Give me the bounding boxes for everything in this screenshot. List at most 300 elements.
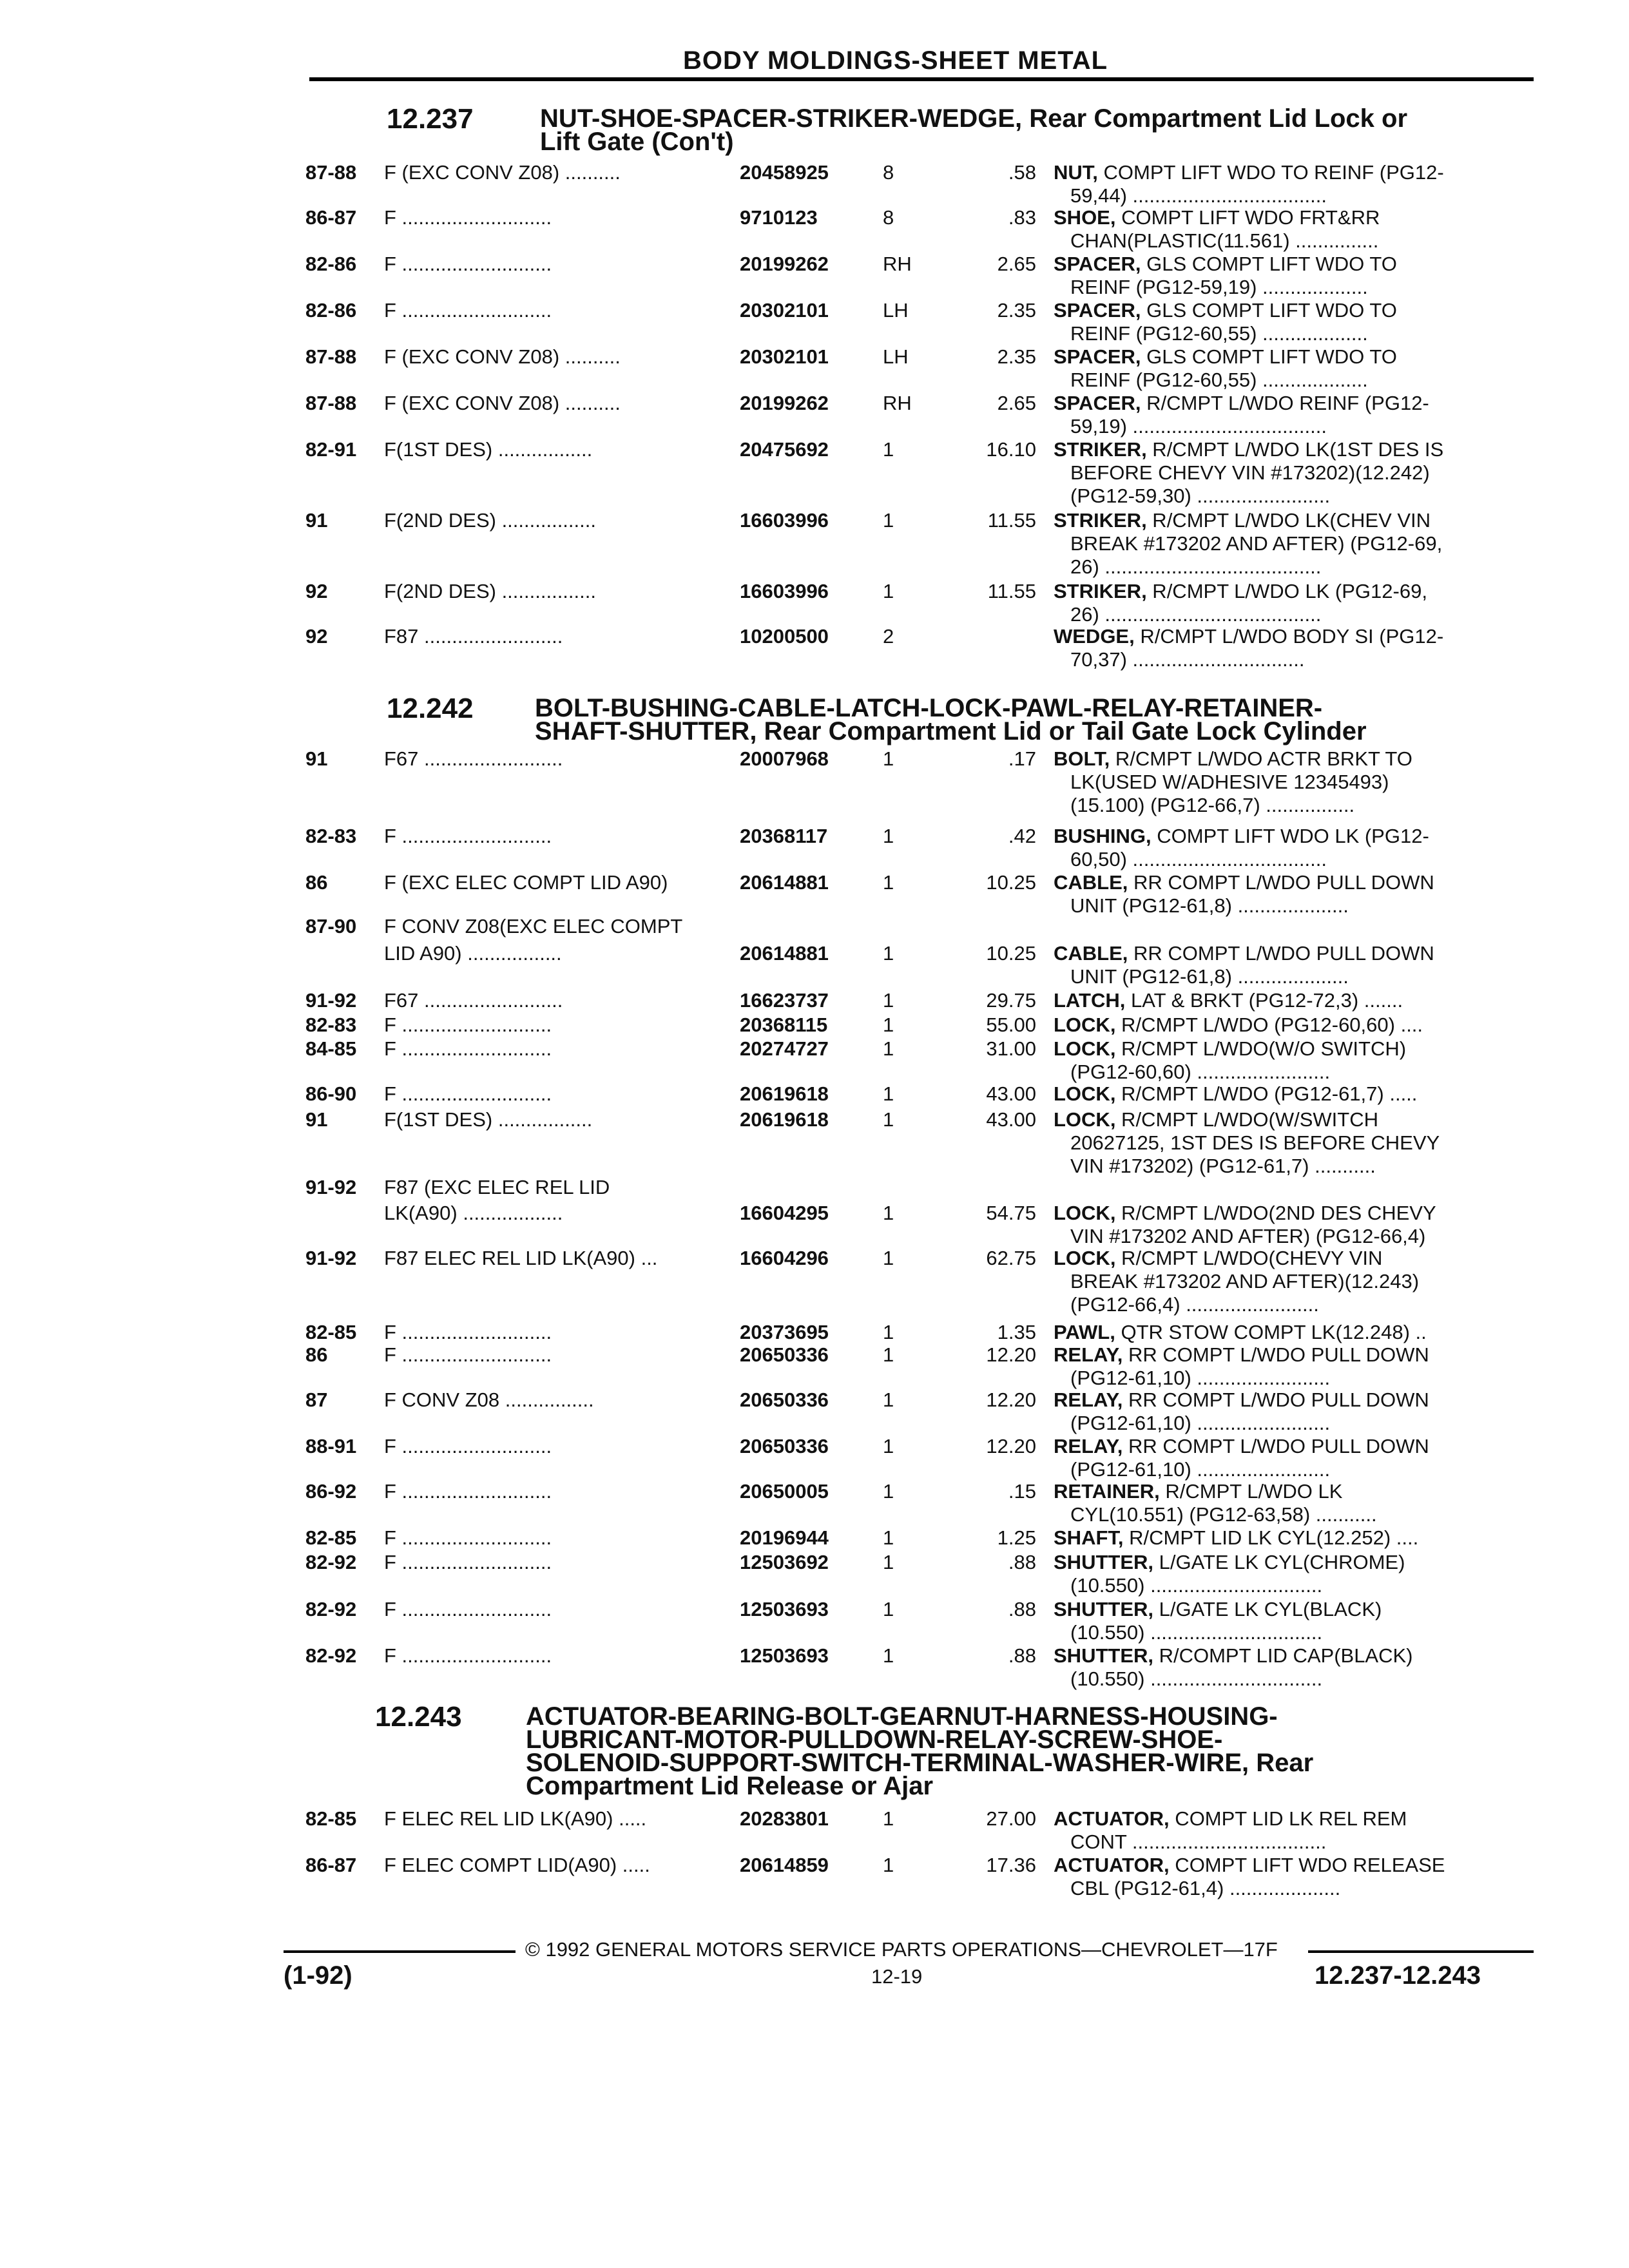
- quantity: 1: [883, 1343, 894, 1366]
- part-description: [1054, 1598, 1382, 1644]
- price: 11.55: [987, 580, 1036, 602]
- part-name: LOCK,: [1054, 1108, 1116, 1131]
- model-code: F ...........................: [384, 1014, 552, 1036]
- part-description: [1054, 1389, 1429, 1435]
- model-years: 86-87: [305, 206, 357, 229]
- section-number: 12.237: [387, 103, 474, 135]
- quantity: 1: [883, 1807, 894, 1830]
- quantity: 1: [883, 942, 894, 965]
- description-text: QTR STOW COMPT LK(12.248) ..: [1115, 1321, 1427, 1343]
- model-years: 86: [305, 871, 328, 894]
- part-name: RELAY,: [1054, 1343, 1123, 1366]
- price: .83: [1008, 206, 1036, 229]
- model-years: 92: [305, 580, 328, 602]
- quantity: 1: [883, 509, 894, 532]
- description-line: [1054, 942, 1434, 965]
- description-text: GLS COMPT LIFT WDO TO: [1141, 299, 1397, 322]
- description-text: CONT ...................................: [1070, 1831, 1327, 1853]
- description-line: [1054, 1108, 1440, 1131]
- description-text: UNIT (PG12-61,8) ....................: [1070, 894, 1349, 917]
- description-text: R/CMPT L/WDO(W/O SWITCH): [1115, 1037, 1407, 1060]
- part-number: 12503693: [740, 1598, 829, 1620]
- price: 1.25: [997, 1526, 1036, 1549]
- description-text: (10.550) ...............................: [1070, 1621, 1323, 1644]
- model-years: 91: [305, 509, 328, 532]
- quantity: 1: [883, 1247, 894, 1269]
- part-description: [1054, 1202, 1436, 1248]
- part-name: LOCK,: [1054, 1037, 1116, 1060]
- price: 29.75: [986, 989, 1036, 1012]
- description-line: [1054, 299, 1397, 322]
- price: 11.55: [987, 509, 1036, 532]
- description-line: [1054, 1621, 1382, 1644]
- model-code: F ...........................: [384, 1644, 552, 1667]
- part-number: 9710123: [740, 206, 818, 229]
- description-line: [1054, 1667, 1413, 1691]
- quantity: 1: [883, 1202, 894, 1224]
- price: .17: [1008, 747, 1036, 770]
- description-line: [1054, 1131, 1440, 1155]
- quantity: 1: [883, 825, 894, 847]
- price: 2.65: [997, 253, 1036, 275]
- description-line: [1054, 965, 1434, 988]
- part-description: [1054, 1480, 1377, 1526]
- model-code: F ...........................: [384, 1037, 552, 1060]
- price: 10.25: [986, 871, 1036, 894]
- part-number: 20614859: [740, 1854, 829, 1876]
- description-line: [1054, 369, 1397, 392]
- part-description: [1054, 580, 1427, 626]
- quantity: 8: [883, 206, 894, 229]
- description-text: R/COMPT LID CAP(BLACK): [1153, 1644, 1413, 1667]
- description-line: [1054, 989, 1403, 1012]
- part-number: 20368115: [740, 1014, 828, 1036]
- model-code: F ...........................: [384, 253, 552, 275]
- part-name: LOCK,: [1054, 1082, 1116, 1105]
- description-line: [1054, 1458, 1429, 1481]
- part-description: [1054, 1644, 1413, 1691]
- description-text: R/CMPT L/WDO (PG12-61,7) .....: [1115, 1082, 1418, 1105]
- price: 16.10: [986, 438, 1036, 461]
- price: 27.00: [986, 1807, 1036, 1830]
- description-line: [1054, 1574, 1405, 1597]
- quantity: 1: [883, 1435, 894, 1457]
- part-description: [1054, 299, 1397, 345]
- description-line: [1054, 1389, 1429, 1412]
- description-text: R/CMPT L/WDO(CHEVY VIN: [1115, 1247, 1383, 1269]
- price: 12.20: [986, 1389, 1036, 1411]
- description-text: (PG12-60,60) ........................: [1070, 1061, 1331, 1083]
- description-text: R/CMPT L/WDO ACTR BRKT TO: [1110, 747, 1412, 770]
- description-line: [1054, 1854, 1445, 1877]
- description-line: [1054, 1367, 1429, 1390]
- description-text: (PG12-61,10) ........................: [1070, 1412, 1331, 1434]
- part-number: 20614881: [740, 871, 829, 894]
- model-years: 87-88: [305, 161, 357, 184]
- part-number: 20199262: [740, 253, 829, 275]
- footer-rule-left: [284, 1950, 516, 1953]
- part-name: STRIKER,: [1054, 509, 1147, 532]
- description-line: [1054, 345, 1397, 369]
- model-code: F(2ND DES) .................: [384, 580, 596, 602]
- part-number: 20619618: [740, 1082, 829, 1105]
- part-description: [1054, 1108, 1440, 1178]
- part-description: [1054, 1526, 1418, 1550]
- model-years: 86-92: [305, 1480, 357, 1503]
- quantity: 1: [883, 1321, 894, 1343]
- part-name: LOCK,: [1054, 1247, 1116, 1269]
- description-text: COMPT LIFT WDO RELEASE: [1169, 1854, 1445, 1876]
- part-description: [1054, 942, 1434, 988]
- model-years: 86: [305, 1343, 328, 1366]
- part-description: [1054, 1435, 1429, 1481]
- price: 2.35: [997, 345, 1036, 368]
- description-text: GLS COMPT LIFT WDO TO: [1141, 345, 1397, 368]
- description-line: [1054, 1061, 1406, 1084]
- description-text: R/CMPT L/WDO (PG12-60,60) ....: [1115, 1014, 1423, 1036]
- description-text: REINF (PG12-60,55) ...................: [1070, 322, 1368, 345]
- description-text: R/CMPT L/WDO REINF (PG12-: [1141, 392, 1429, 414]
- description-line: [1054, 1270, 1419, 1293]
- model-code: F ELEC COMPT LID(A90) .....: [384, 1854, 650, 1876]
- model-code: F ...........................: [384, 825, 552, 847]
- quantity: 1: [883, 1854, 894, 1876]
- part-description: [1054, 1247, 1419, 1316]
- model-years: 91-92: [305, 989, 357, 1012]
- part-name: SPACER,: [1054, 299, 1141, 322]
- section-title: [526, 1702, 1314, 1800]
- description-text: COMPT LID LK REL REM: [1169, 1807, 1407, 1830]
- part-description: [1054, 1321, 1427, 1344]
- description-text: BEFORE CHEVY VIN #173202)(12.242): [1070, 461, 1430, 484]
- model-code: F ...........................: [384, 1526, 552, 1549]
- part-name: LOCK,: [1054, 1014, 1116, 1036]
- header-rule: [309, 77, 1534, 81]
- model-years: 82-92: [305, 1598, 357, 1620]
- description-line: [1054, 461, 1443, 485]
- part-description: [1054, 825, 1429, 871]
- model-code: LK(A90) ..................: [384, 1202, 563, 1224]
- description-text: UNIT (PG12-61,8) ....................: [1070, 965, 1349, 988]
- part-number: 20650005: [740, 1480, 829, 1503]
- model-years: 82-92: [305, 1644, 357, 1667]
- description-text: COMPT LIFT WDO LK (PG12-: [1151, 825, 1429, 847]
- part-description: [1054, 253, 1397, 299]
- part-description: [1054, 438, 1443, 508]
- quantity: 1: [883, 438, 894, 461]
- model-code: F CONV Z08 ................: [384, 1389, 594, 1411]
- description-line: [1054, 392, 1429, 415]
- description-line: [1054, 1526, 1418, 1550]
- description-text: RR COMPT L/WDO PULL DOWN: [1128, 942, 1434, 965]
- description-line: [1054, 509, 1442, 532]
- model-years: 86-90: [305, 1082, 357, 1105]
- part-name: NUT,: [1054, 161, 1098, 184]
- part-number: 20302101: [740, 299, 829, 322]
- price: 43.00: [986, 1108, 1036, 1131]
- part-name: LOCK,: [1054, 1202, 1116, 1224]
- description-line: [1054, 1412, 1429, 1435]
- description-text: COMPT LIFT WDO TO REINF (PG12-: [1097, 161, 1444, 184]
- model-code: F ...........................: [384, 1082, 552, 1105]
- model-years: 82-83: [305, 1014, 357, 1036]
- description-text: (10.550) ...............................: [1070, 1574, 1323, 1597]
- description-line: [1054, 825, 1429, 848]
- description-text: RR COMPT L/WDO PULL DOWN: [1123, 1343, 1429, 1366]
- model-code: F ...........................: [384, 299, 552, 322]
- model-code: F ...........................: [384, 1551, 552, 1573]
- description-line: [1054, 276, 1397, 299]
- part-description: [1054, 747, 1412, 817]
- model-code: F (EXC CONV Z08) ..........: [384, 161, 621, 184]
- description-text: 70,37) ...............................: [1070, 648, 1305, 671]
- part-name: SPACER,: [1054, 253, 1141, 275]
- part-number: 20650336: [740, 1389, 829, 1411]
- quantity: 1: [883, 1598, 894, 1620]
- quantity: 1: [883, 747, 894, 770]
- quantity: 8: [883, 161, 894, 184]
- description-text: RR COMPT L/WDO PULL DOWN: [1123, 1435, 1429, 1457]
- model-years: 87: [305, 1389, 328, 1411]
- description-line: [1054, 1480, 1377, 1503]
- model-code: F67 .........................: [384, 989, 563, 1012]
- part-name: BOLT,: [1054, 747, 1110, 770]
- description-line: [1054, 1503, 1377, 1526]
- model-code: F ...........................: [384, 1321, 552, 1343]
- model-years: 82-91: [305, 438, 357, 461]
- description-text: 59,19) ...................................: [1070, 415, 1327, 437]
- description-line: [1054, 184, 1444, 207]
- description-line: [1054, 555, 1442, 579]
- quantity: 1: [883, 989, 894, 1012]
- model-years: 92: [305, 625, 328, 648]
- part-number: 20196944: [740, 1526, 829, 1549]
- model-code: F ...........................: [384, 1598, 552, 1620]
- model-years: 82-85: [305, 1807, 357, 1830]
- section-title-line: SHAFT-SHUTTER, Rear Compartment Lid or Tail Gate Lock Cylinder: [535, 717, 1367, 745]
- description-text: 26) .......................................: [1070, 603, 1322, 626]
- part-number: 20373695: [740, 1321, 829, 1343]
- quantity: LH: [883, 345, 909, 368]
- description-text: L/GATE LK CYL(BLACK): [1153, 1598, 1382, 1620]
- section-title-line: SOLENOID-SUPPORT-SWITCH-TERMINAL-WASHER-WIRE, Rear: [526, 1749, 1314, 1777]
- part-name: ACTUATOR,: [1054, 1854, 1170, 1876]
- description-line: [1054, 229, 1380, 253]
- model-code: F ...........................: [384, 1480, 552, 1503]
- price: .88: [1008, 1598, 1036, 1620]
- part-number: 20274727: [740, 1037, 829, 1060]
- footer-date: (1-92): [284, 1961, 352, 1990]
- description-text: 20627125, 1ST DES IS BEFORE CHEVY: [1070, 1131, 1440, 1154]
- part-name: CABLE,: [1054, 871, 1128, 894]
- model-code: F ELEC REL LID LK(A90) .....: [384, 1807, 647, 1830]
- description-text: L/GATE LK CYL(CHROME): [1153, 1551, 1405, 1573]
- part-number: 20368117: [740, 825, 828, 847]
- part-name: STRIKER,: [1054, 438, 1147, 461]
- description-line: [1054, 580, 1427, 603]
- part-name: CABLE,: [1054, 942, 1128, 965]
- model-years: 87-88: [305, 345, 357, 368]
- part-number: 20007968: [740, 747, 829, 770]
- part-number: 20475692: [740, 438, 829, 461]
- description-text: BREAK #173202 AND AFTER) (PG12-69,: [1070, 532, 1443, 555]
- part-number: 20199262: [740, 392, 829, 414]
- price: 43.00: [986, 1082, 1036, 1105]
- description-line: [1054, 871, 1434, 894]
- quantity: RH: [883, 392, 912, 414]
- description-text: R/CMPT LID LK CYL(12.252) ....: [1123, 1526, 1419, 1549]
- part-name: RELAY,: [1054, 1389, 1123, 1411]
- description-text: R/CMPT L/WDO BODY SI (PG12-: [1134, 625, 1444, 648]
- description-line: [1054, 794, 1412, 817]
- model-code: F CONV Z08(EXC ELEC COMPT: [384, 915, 683, 937]
- description-text: (PG12-59,30) ........................: [1070, 485, 1331, 507]
- description-line: [1054, 253, 1397, 276]
- description-line: [1054, 1807, 1407, 1831]
- quantity: 1: [883, 1480, 894, 1503]
- description-text: (15.100) (PG12-66,7) ................: [1070, 794, 1355, 816]
- description-text: RR COMPT L/WDO PULL DOWN: [1123, 1389, 1429, 1411]
- model-code: LID A90) .................: [384, 942, 562, 965]
- part-description: [1054, 1014, 1423, 1037]
- part-name: LATCH,: [1054, 989, 1126, 1012]
- quantity: 1: [883, 1389, 894, 1411]
- description-text: GLS COMPT LIFT WDO TO: [1141, 253, 1397, 275]
- part-description: [1054, 871, 1434, 918]
- quantity: 1: [883, 1551, 894, 1573]
- part-name: STRIKER,: [1054, 580, 1147, 602]
- part-description: [1054, 1343, 1429, 1390]
- part-description: [1054, 625, 1443, 671]
- description-text: LAT & BRKT (PG12-72,3) .......: [1125, 989, 1403, 1012]
- description-line: [1054, 1598, 1382, 1621]
- model-years: 82-85: [305, 1526, 357, 1549]
- description-text: R/CMPT L/WDO(2ND DES CHEVY: [1115, 1202, 1436, 1224]
- description-line: [1054, 1037, 1406, 1061]
- price: .42: [1008, 825, 1036, 847]
- part-name: RELAY,: [1054, 1435, 1123, 1457]
- model-code: F(2ND DES) .................: [384, 509, 596, 532]
- price: 55.00: [986, 1014, 1036, 1036]
- description-text: RR COMPT L/WDO PULL DOWN: [1128, 871, 1434, 894]
- model-code: F ...........................: [384, 206, 552, 229]
- description-text: CHAN(PLASTIC(11.561) ...............: [1070, 229, 1379, 252]
- price: 2.35: [997, 299, 1036, 322]
- model-code: F (EXC CONV Z08) ..........: [384, 345, 621, 368]
- description-line: [1054, 1247, 1419, 1270]
- description-line: [1054, 1155, 1440, 1178]
- section-title-line: Lift Gate (Con't): [540, 128, 734, 156]
- quantity: 1: [883, 1526, 894, 1549]
- part-name: SHOE,: [1054, 206, 1116, 229]
- quantity: LH: [883, 299, 909, 322]
- description-text: (PG12-61,10) ........................: [1070, 1458, 1331, 1481]
- part-description: [1054, 509, 1442, 579]
- part-number: 20283801: [740, 1807, 829, 1830]
- price: 10.25: [986, 942, 1036, 965]
- part-number: 20302101: [740, 345, 829, 368]
- description-line: [1054, 1551, 1405, 1574]
- price: 12.20: [986, 1435, 1036, 1457]
- model-years: 91: [305, 1108, 328, 1131]
- part-number: 20458925: [740, 161, 829, 184]
- quantity: 2: [883, 625, 894, 648]
- quantity: 1: [883, 1082, 894, 1105]
- quantity: RH: [883, 253, 912, 275]
- part-number: 20614881: [740, 942, 829, 965]
- part-description: [1054, 1551, 1405, 1597]
- quantity: 1: [883, 1644, 894, 1667]
- description-text: R/CMPT L/WDO(W/SWITCH: [1115, 1108, 1378, 1131]
- part-description: [1054, 1037, 1406, 1084]
- part-name: SHUTTER,: [1054, 1551, 1153, 1573]
- part-number: 16623737: [740, 989, 829, 1012]
- description-line: [1054, 1321, 1427, 1344]
- description-line: [1054, 771, 1412, 794]
- part-number: 20650336: [740, 1435, 829, 1457]
- model-years: 84-85: [305, 1037, 357, 1060]
- model-code: F(1ST DES) .................: [384, 438, 593, 461]
- model-years: 82-92: [305, 1551, 357, 1573]
- model-years: 87-88: [305, 392, 357, 414]
- description-text: R/CMPT L/WDO LK(CHEV VIN: [1146, 509, 1431, 532]
- part-name: SHUTTER,: [1054, 1644, 1153, 1667]
- description-text: CBL (PG12-61,4) ....................: [1070, 1877, 1341, 1899]
- part-name: ACTUATOR,: [1054, 1807, 1170, 1830]
- description-text: REINF (PG12-59,19) ...................: [1070, 276, 1368, 298]
- price: 12.20: [986, 1343, 1036, 1366]
- description-text: LK(USED W/ADHESIVE 12345493): [1070, 771, 1389, 793]
- description-line: [1054, 894, 1434, 918]
- part-number: 16603996: [740, 509, 829, 532]
- description-line: [1054, 438, 1443, 461]
- description-text: R/CMPT L/WDO LK(1ST DES IS: [1146, 438, 1444, 461]
- section-title: [535, 694, 1367, 745]
- description-text: 59,44) ...................................: [1070, 184, 1327, 207]
- model-years: 91-92: [305, 1176, 357, 1198]
- part-number: 12503692: [740, 1551, 829, 1573]
- price: .15: [1008, 1480, 1036, 1503]
- description-text: CYL(10.551) (PG12-63,58) ...........: [1070, 1503, 1377, 1526]
- part-number: 10200500: [740, 625, 829, 648]
- model-years: 91-92: [305, 1247, 357, 1269]
- description-line: [1054, 485, 1443, 508]
- price: 1.35: [997, 1321, 1036, 1343]
- part-name: WEDGE,: [1054, 625, 1135, 648]
- model-years: 87-90: [305, 915, 357, 937]
- price: .88: [1008, 1551, 1036, 1573]
- description-line: [1054, 603, 1427, 626]
- section-title-line: NUT-SHOE-SPACER-STRIKER-WEDGE, Rear Compartment Lid Lock or: [540, 104, 1408, 133]
- description-text: R/CMPT L/WDO LK (PG12-69,: [1146, 580, 1427, 602]
- description-text: VIN #173202 AND AFTER) (PG12-66,4): [1070, 1225, 1426, 1247]
- section-title: [540, 104, 1408, 156]
- model-years: 91: [305, 747, 328, 770]
- description-line: [1054, 161, 1444, 184]
- section-title-line: ACTUATOR-BEARING-BOLT-GEARNUT-HARNESS-HOUSING-: [526, 1702, 1278, 1731]
- description-text: R/CMPT L/WDO LK: [1159, 1480, 1343, 1503]
- part-number: 16604295: [740, 1202, 829, 1224]
- part-description: [1054, 392, 1429, 438]
- description-line: [1054, 1831, 1407, 1854]
- section-number: 12.243: [375, 1701, 462, 1733]
- quantity: 1: [883, 1037, 894, 1060]
- description-line: [1054, 1343, 1429, 1367]
- part-description: [1054, 161, 1444, 207]
- part-description: [1054, 989, 1403, 1012]
- section-title-line: Compartment Lid Release or Ajar: [526, 1772, 934, 1800]
- model-years: 82-86: [305, 299, 357, 322]
